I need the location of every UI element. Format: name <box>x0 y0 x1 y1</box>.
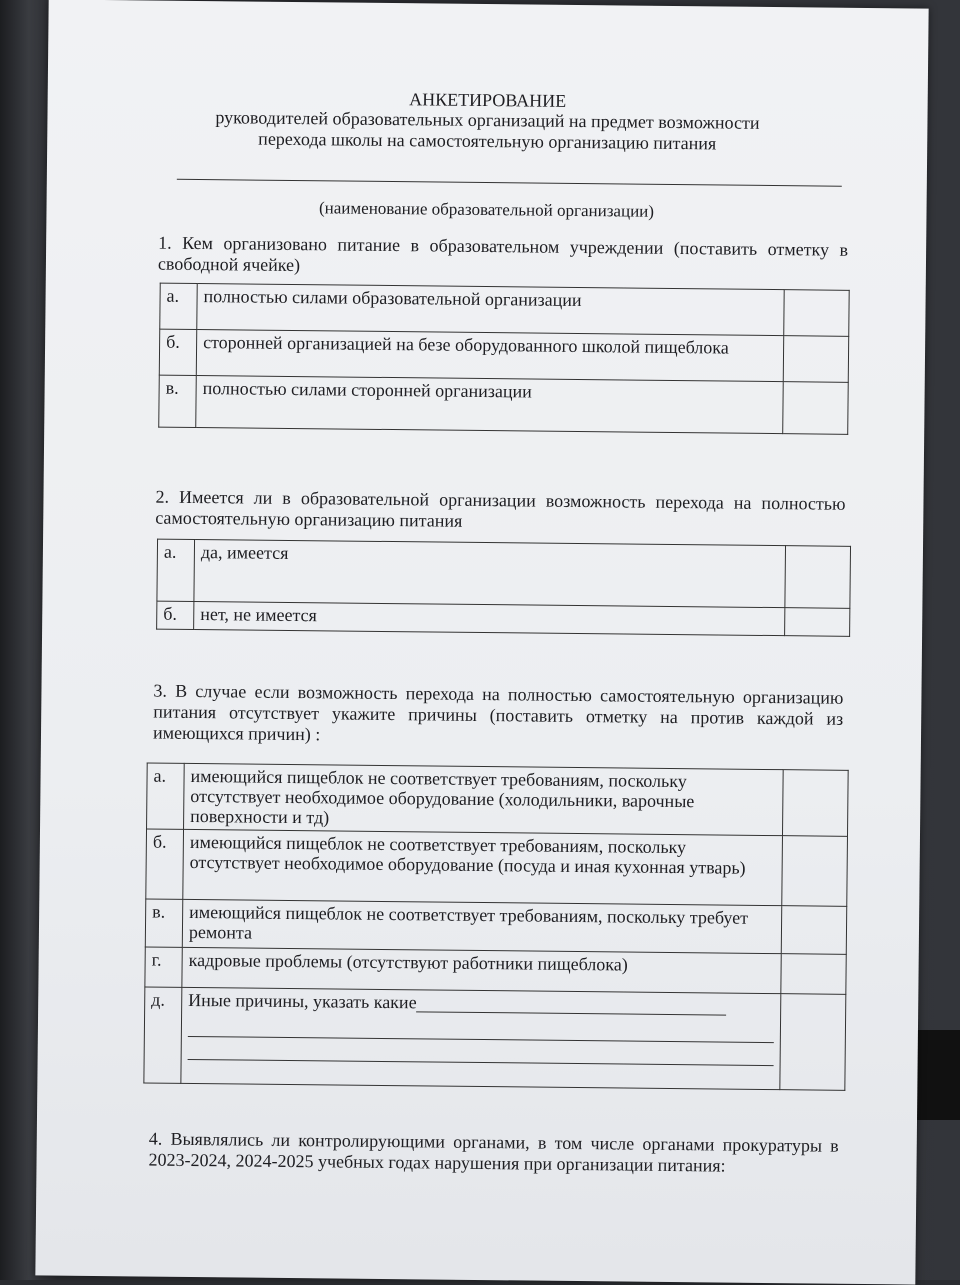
option-text: полностью силами образовательной организации <box>197 283 784 335</box>
table-row <box>147 763 849 836</box>
questionnaire-sheet <box>35 0 928 1285</box>
option-letter: а. <box>160 283 197 329</box>
option-text: полностью силами сторонней организации <box>196 375 784 433</box>
option-letter: б. <box>157 601 194 629</box>
subtitle-line-1: руководителей образовательных организаций на предмет возможности <box>215 107 760 133</box>
option-text: сторонней организацией на безе оборудованного школой пищеблока <box>196 329 783 381</box>
question-2-text: 2. Имеется ли в образовательной организации возможность перехода на полностью самостоятельную организацию питания <box>155 486 846 531</box>
answer-cell[interactable] <box>781 906 846 955</box>
option-letter: д. <box>144 987 182 1083</box>
option-letter: в. <box>145 899 183 947</box>
option-text: нет, не имеется <box>194 601 785 635</box>
option-text: имеющийся пищеблок не соответствует требованиям, поскольку требует ремонта <box>182 899 781 953</box>
option-letter: г. <box>145 947 182 987</box>
table-row <box>157 601 850 636</box>
option-text: кадровые проблемы (отсутствуют работники пищеблока) <box>182 947 781 993</box>
question-3-text: 3. В случае если возможность перехода на полностью самостоятельную организацию питания отсутствует укажите причины (поставить отметку на против каждой из имеющихся причин) : <box>152 680 844 745</box>
option-letter: в. <box>159 375 197 427</box>
table-row <box>145 899 846 954</box>
other-reasons-line-1[interactable] <box>417 995 727 1015</box>
question-1-text: 1. Кем организовано питание в образовательном учреждении (поставить отметку в свободной ячейке) <box>157 232 849 276</box>
answer-cell[interactable] <box>782 770 848 837</box>
answer-cell[interactable] <box>783 382 849 435</box>
answer-cell[interactable] <box>780 994 846 1091</box>
answer-cell[interactable] <box>783 336 848 383</box>
answer-cell[interactable] <box>784 290 849 337</box>
option-text: имеющийся пищеблок не соответствует требованиям, поскольку отсутствует необходимое оборудование (холодильники, варочные поверхности и тд) <box>184 763 784 835</box>
option-letter: а. <box>147 763 185 829</box>
other-reasons-line-3[interactable] <box>188 1039 774 1066</box>
answer-cell[interactable] <box>785 546 851 609</box>
option-text-other <box>181 987 781 1089</box>
option-text: да, имеется <box>194 539 786 607</box>
option-letter: а. <box>157 539 195 601</box>
question-3-table <box>143 762 848 1090</box>
answer-cell[interactable] <box>785 608 850 637</box>
other-reasons-label: Иные причины, указать какие <box>188 989 417 1013</box>
table-row <box>157 539 851 608</box>
table-row <box>159 329 848 382</box>
question-4-text: 4. Выявлялись ли контролирующими органами, в том числе органами прокуратуры в 2023-2024, 2024-2025 учебных годах нарушения при организации питания: <box>148 1128 839 1176</box>
question-1-table <box>158 283 849 435</box>
subtitle-line-2: перехода школы на самостоятельную организацию питания <box>258 128 717 154</box>
org-name-line[interactable] <box>177 179 842 187</box>
table-row <box>146 829 848 906</box>
org-name-caption: (наименование образовательной организации) <box>318 198 655 221</box>
answer-cell[interactable] <box>782 836 848 907</box>
table-row <box>144 987 846 1090</box>
option-letter: б. <box>146 829 184 899</box>
option-text: имеющийся пищеблок не соответствует требованиям, поскольку отсутствует необходимое оборудование (посуда и иная кухонная утварь) <box>183 829 783 905</box>
table-row <box>159 375 849 434</box>
question-2-table <box>156 539 851 637</box>
table-row <box>160 283 849 336</box>
document-title: АНКЕТИРОВАНИЕ <box>409 89 567 111</box>
option-letter: б. <box>159 329 196 375</box>
answer-cell[interactable] <box>781 954 846 995</box>
